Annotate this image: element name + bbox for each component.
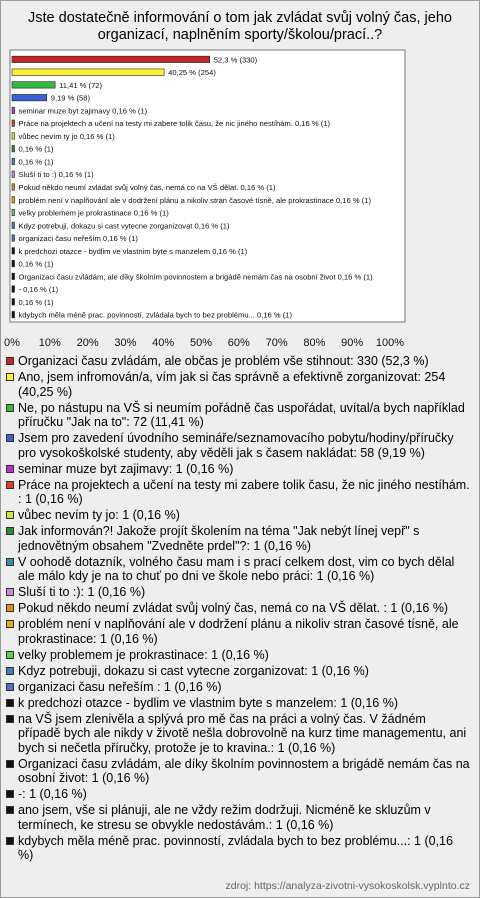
- legend-label: Jak informován?! Jakože projít školením na téma "Jak nebýt línej vepř" s jednovětným obsahem "Zvedněte prdel"?: 1 (0,16 %): [18, 524, 420, 553]
- legend-swatch: [6, 588, 14, 596]
- legend-swatch: [6, 715, 14, 723]
- bar-label: organizaci času neřeším 0,16 % (1): [18, 234, 138, 244]
- legend-swatch: [6, 558, 14, 566]
- legend-item: [6, 712, 470, 756]
- bar-label: kdybych měla méně prac. povinností, zvládala bych to bez problému... 0,16 % (1): [18, 310, 293, 320]
- legend-item: [6, 524, 470, 553]
- legend-swatch: [6, 651, 14, 659]
- legend-swatch: [6, 373, 14, 381]
- bar: [12, 120, 15, 126]
- legend-item: [6, 696, 470, 711]
- bar-label: 0,16 % (1): [18, 297, 54, 307]
- bar-label: 11,41 % (72): [59, 80, 103, 90]
- bar: [12, 248, 15, 254]
- legend-swatch: [6, 683, 14, 691]
- legend-label: Sluší ti to :): 1 (0,16 %): [18, 585, 146, 599]
- legend-label: Ne, po nástupu na VŠ si neumím pořádně čas uspořádat, uvítal/a bych například příručku "Jak na to": 72 (11,41 %): [18, 400, 465, 429]
- bar-label: vůbec nevím ty jo 0,16 % (1): [18, 131, 115, 141]
- bar-label: Práce na projektech a učení na testy mi zabere tolik času, že nic jiného nestíhám. 0,16 % (1): [18, 119, 331, 129]
- legend-item: [6, 757, 470, 786]
- bar-label: 52,3 % (330): [213, 55, 258, 65]
- bar: [12, 69, 164, 75]
- x-tick-label: 40%: [152, 337, 175, 349]
- x-tick-label: 50%: [189, 337, 213, 349]
- legend-label: V oohodě dotazník, volného času mam i s prací celkem dost, vim co bych dělal ale málo kdy je na to chuť po dni ve škole nebo práci: 1 (0,16 %): [18, 554, 455, 583]
- legend-label: na VŠ jsem zlenivěla a splývá pro mě čas na práci a volný čas. V žádném případě bych ale nikdy v životě nešla dobrovolně na kurz time managementu, ani bych si nečetla příručky, protože je to kravina.: 1 (0,16 %): [18, 711, 467, 755]
- legend-label: Práce na projektech a učení na testy mi zabere tolik času, že nic jiného nestíhám. : 1 (0,16 %): [18, 477, 470, 506]
- legend-item: [6, 617, 470, 646]
- bar: [12, 286, 15, 292]
- bar-label: k predchozi otazce - bydlim ve vlastnim byte s manzelem 0,16 % (1): [18, 246, 248, 256]
- legend-swatch: [6, 667, 14, 675]
- legend-item: [6, 462, 470, 477]
- bar: [12, 311, 15, 317]
- bar: [12, 299, 15, 305]
- legend-item: [6, 787, 470, 802]
- legend-label: Kdyz potrebuji, dokazu si cast vytecne zorganizovat: 1 (0,16 %): [18, 663, 369, 678]
- legend-item: [6, 834, 470, 863]
- legend-swatch: [6, 465, 14, 473]
- bar-label: Sluší ti to :) 0,16 % (1): [18, 170, 94, 180]
- legend-item: [6, 585, 470, 600]
- x-tick-label: 20%: [76, 337, 99, 349]
- source-note: zdroj: https://analyza-zivotni-vysokoskolsk.vyplnto.cz: [225, 880, 470, 892]
- x-tick-label: 100%: [375, 337, 405, 349]
- legend-item: [6, 664, 470, 679]
- legend-label: Organizaci času zvládám, ale díky školním povinnostem a brigádě nemám čas na osobní život: 1 (0,16 %): [18, 756, 470, 785]
- legend-swatch: [6, 481, 14, 489]
- legend-swatch: [6, 790, 14, 798]
- bar-label: problém není v naplňování ale v dodržení plánu a nikoliv stran časové tísně, ale prokrastinace 0,16 % (1): [18, 195, 371, 205]
- legend-swatch: [6, 806, 14, 814]
- x-tick-label: 30%: [114, 337, 137, 349]
- x-tick-label: 0%: [4, 337, 20, 349]
- legend-label: Jsem pro zavedení úvodního semináře/seznamovacího pobytu/hodiny/příručky pro vysokoškolské studenty, aby věděli jak s časem nakládat: 58 (9,19 %): [18, 431, 454, 460]
- legend-swatch: [6, 511, 14, 519]
- chart-canvas: [0, 0, 480, 355]
- bar: [12, 107, 15, 113]
- chart-legend: [6, 354, 470, 864]
- x-tick-label: 80%: [303, 337, 326, 349]
- x-tick-label: 10%: [38, 337, 61, 349]
- bar: [12, 146, 15, 152]
- legend-item: [6, 508, 470, 523]
- legend-item: [6, 431, 470, 460]
- legend-label: velky problemem je prokrastinace: 1 (0,16 %): [18, 647, 269, 662]
- legend-item: [6, 680, 470, 695]
- bar: [12, 82, 55, 88]
- legend-swatch: [6, 527, 14, 535]
- bar-label: 9,19 % (58): [50, 93, 91, 103]
- legend-item: [6, 354, 470, 369]
- legend-swatch: [6, 357, 14, 365]
- legend-item: [6, 803, 470, 832]
- legend-swatch: [6, 760, 14, 768]
- bar: [12, 209, 15, 215]
- legend-swatch: [6, 699, 14, 707]
- legend-item: [6, 648, 470, 663]
- bar-label: Organizaci času zvládám, ale díky školním povinnostem a brigádě nemám čas na osobní život 0,16 % (1): [18, 272, 373, 282]
- legend-item: [6, 401, 470, 430]
- legend-swatch: [6, 434, 14, 442]
- legend-label: vůbec nevím ty jo: 1 (0,16 %): [18, 508, 180, 522]
- bar-label: Kdyz potrebuji, dokazu si cast vytecne zorganizovat 0,16 % (1): [18, 221, 230, 231]
- legend-item: [6, 478, 470, 507]
- legend-swatch: [6, 837, 14, 845]
- bar: [12, 273, 15, 279]
- legend-label: ano jsem, vše si plánuji, ale ne vždy režim dodržuji. Nicméně ke skluzům v termínech, ke stresu se obvykle nedostávám.: 1 (0,16 %): [18, 803, 431, 832]
- bar: [12, 260, 15, 266]
- bar: [12, 197, 15, 203]
- bar-label: 0,16 % (1): [18, 144, 54, 154]
- bar: [12, 235, 15, 241]
- bar: [12, 184, 15, 190]
- legend-label: Ano, jsem infromován/a, vím jak si čas správně a efektivně zorganizovat: 254 (40,25 %): [18, 370, 446, 399]
- bar-label: Pokud někdo neumí zvládat svůj volný čas, nemá co na VŠ dělat. 0,16 % (1): [18, 183, 276, 192]
- bar: [12, 158, 15, 164]
- legend-label: Pokud někdo neumí zvládat svůj volný čas, nemá co na VŠ dělat. : 1 (0,16 %): [18, 601, 449, 615]
- bar-label: 40,25 % (254): [168, 68, 216, 78]
- chart-title: Jste dostatečně informování o tom jak zvládat svůj volný čas, jeho organizací, naplněním sporty/školou/prací..?: [28, 10, 452, 43]
- legend-swatch: [6, 620, 14, 628]
- bar: [12, 94, 47, 100]
- bar: [12, 171, 15, 177]
- legend-label: kdybych měla méně prac. povinností, zvládala bych to bez problému...: 1 (0,16 %): [18, 833, 453, 862]
- bar-label: velky problemem je prokrastinace 0,16 % (1): [18, 208, 169, 218]
- x-tick-label: 70%: [265, 337, 288, 349]
- bar: [12, 222, 15, 228]
- bar-label: 0,16 % (1): [18, 157, 54, 167]
- legend-label: Organizaci času zvládám, ale občas je problém vše stihnout: 330 (52,3 %): [18, 354, 429, 368]
- legend-label: k predchozi otazce - bydlim ve vlastnim byte s manzelem: 1 (0,16 %): [18, 695, 399, 710]
- bar: [12, 56, 210, 62]
- bar: [12, 133, 15, 139]
- bar-label: 0,16 % (1): [18, 259, 54, 269]
- legend-label: seminar muze byt zajimavy: 1 (0,16 %): [18, 461, 234, 476]
- legend-label: problém není v naplňování ale v dodržení plánu a nikoliv stran časové tísně, ale prokrastinace: 1 (0,16 %): [18, 617, 459, 646]
- legend-swatch: [6, 604, 14, 612]
- legend-item: [6, 601, 470, 616]
- bar-label: seminar muze byt zajimavy 0,16 % (1): [18, 106, 148, 116]
- x-tick-label: 60%: [227, 337, 250, 349]
- legend-item: [6, 370, 470, 399]
- x-tick-label: 90%: [341, 337, 364, 349]
- legend-label: organizaci času neřeším : 1 (0,16 %): [18, 679, 222, 694]
- legend-item: [6, 555, 470, 584]
- bar-label: - 0,16 % (1): [18, 285, 59, 295]
- legend-swatch: [6, 404, 14, 412]
- legend-label: -: 1 (0,16 %): [18, 787, 87, 801]
